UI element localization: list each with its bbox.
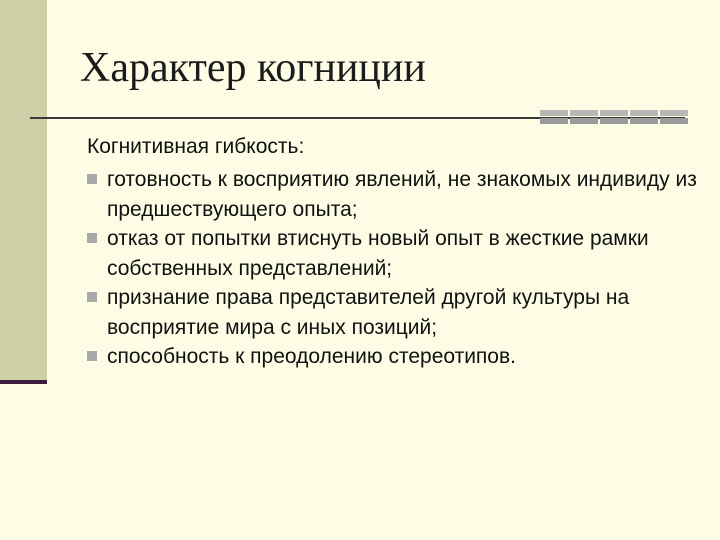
divider-block	[630, 110, 658, 116]
bullet-text: отказ от попытки втиснуть новый опыт в жесткие рамки собственных представлений;	[107, 227, 649, 280]
left-accent-bar	[0, 0, 47, 382]
divider-block	[600, 118, 628, 124]
divider-block	[570, 110, 598, 116]
bullet-text: готовность к восприятию явлений, не знакомых индивиду из предшествующего опыта;	[107, 168, 697, 221]
bullet-item	[87, 342, 697, 372]
divider-block	[630, 118, 658, 124]
square-bullet-icon	[87, 292, 97, 302]
square-bullet-icon	[87, 174, 97, 184]
bullet-text: способность к преодолению стереотипов.	[107, 345, 516, 368]
slide-subtitle: Когнитивная гибкость:	[87, 135, 305, 158]
bullet-list	[87, 165, 697, 372]
title-divider-blocks	[540, 110, 688, 124]
bullet-text: признание права представителей другой культуры на восприятие мира с иных позиций;	[107, 286, 630, 339]
divider-block	[540, 110, 568, 116]
divider-block	[540, 118, 568, 124]
divider-block	[600, 110, 628, 116]
divider-block	[660, 110, 688, 116]
bullet-item	[87, 283, 697, 342]
divider-block	[660, 118, 688, 124]
slide-title: Характер когниции	[80, 45, 426, 91]
square-bullet-icon	[87, 233, 97, 243]
bullet-item	[87, 224, 697, 283]
bullet-item	[87, 165, 697, 224]
square-bullet-icon	[87, 351, 97, 361]
left-accent-bar-base	[0, 380, 47, 384]
divider-block	[570, 118, 598, 124]
